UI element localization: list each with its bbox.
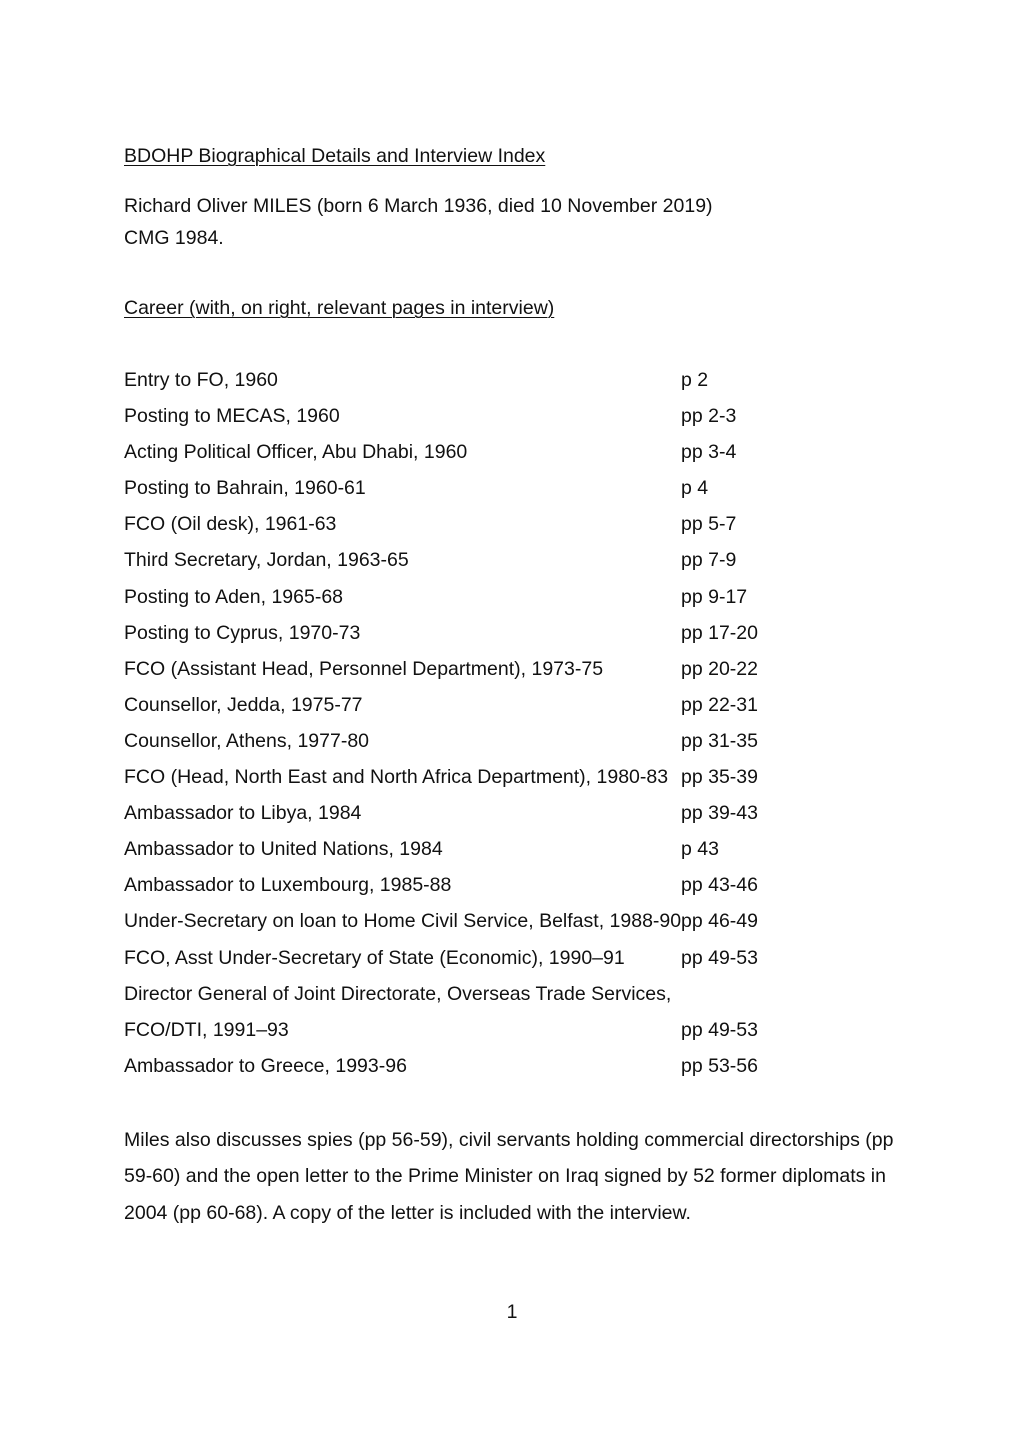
career-pages: pp 20-22 <box>681 657 758 680</box>
career-pages: pp 31-35 <box>681 729 758 752</box>
career-row <box>124 615 824 651</box>
career-pages: pp 43-46 <box>681 874 758 897</box>
career-row <box>124 1048 824 1084</box>
career-row <box>124 542 824 578</box>
career-pages: pp 5-7 <box>681 513 737 536</box>
career-post: Acting Political Officer, Abu Dhabi, 1960 <box>124 441 468 464</box>
career-row <box>124 831 824 867</box>
career-row <box>124 867 824 903</box>
career-pages: pp 2-3 <box>681 405 737 428</box>
career-row <box>124 579 824 615</box>
career-post: Third Secretary, Jordan, 1963-65 <box>124 549 409 572</box>
career-post: Counsellor, Athens, 1977-80 <box>124 729 370 752</box>
career-row <box>124 398 824 434</box>
career-post: Ambassador to Libya, 1984 <box>124 802 362 825</box>
career-post: Posting to MECAS, 1960 <box>124 405 340 428</box>
career-pages: pp 49-53 <box>681 1018 758 1041</box>
career-post: FCO/DTI, 1991–93 <box>124 1018 289 1041</box>
career-pages: p 2 <box>681 369 709 391</box>
career-row <box>124 362 824 398</box>
career-row <box>124 976 824 1012</box>
career-row <box>124 723 824 759</box>
career-pages: p 43 <box>681 838 719 861</box>
career-post: FCO, Asst Under-Secretary of State (Economic), 1990–91 <box>124 946 625 969</box>
career-pages: pp 35-39 <box>681 766 758 789</box>
career-row <box>124 795 824 831</box>
career-pages: pp 39-43 <box>681 802 758 825</box>
career-post: Ambassador to Luxembourg, 1985-88 <box>124 874 452 897</box>
career-pages: pp 46-49 <box>681 910 758 933</box>
document-heading: BDOHP Biographical Details and Interview Index <box>124 145 546 167</box>
career-post: Counsellor, Jedda, 1975-77 <box>124 693 363 716</box>
career-row <box>124 940 824 976</box>
career-post: Director General of Joint Directorate, Overseas Trade Services, <box>124 982 672 1005</box>
career-row <box>124 687 824 723</box>
career-pages: pp 17-20 <box>681 621 758 644</box>
career-pages: p 4 <box>681 477 709 500</box>
career-row <box>124 759 824 795</box>
career-post: Posting to Cyprus, 1970-73 <box>124 621 361 644</box>
career-heading: Career (with, on right, relevant pages in interview) <box>124 297 555 319</box>
career-post: Posting to Aden, 1965-68 <box>124 585 344 608</box>
career-pages: pp 53-56 <box>681 1054 758 1077</box>
page-number: 1 <box>506 1301 518 1323</box>
summary-paragraph: Miles also discusses spies (pp 56-59), civil servants holding commercial directorships (pp 59-60) and the open letter to the Prime Minister on Iraq signed by 52 former diplomats in 2004 (pp 60-68). A copy of the letter is included with the interview. <box>124 1129 894 1224</box>
subject-name-line: Richard Oliver MILES (born 6 March 1936, died 10 November 2019) <box>124 195 713 217</box>
career-post: FCO (Assistant Head, Personnel Department), 1973-75 <box>124 657 604 680</box>
career-row <box>124 506 824 542</box>
career-post: Ambassador to United Nations, 1984 <box>124 838 443 861</box>
career-post: Under-Secretary on loan to Home Civil Service, Belfast, 1988-90 <box>124 910 682 933</box>
career-pages: pp 49-53 <box>681 946 758 969</box>
career-post: Posting to Bahrain, 1960-61 <box>124 477 366 500</box>
career-row <box>124 651 824 687</box>
career-row <box>124 470 824 506</box>
career-row <box>124 903 824 939</box>
honours-line: CMG 1984. <box>124 227 224 249</box>
career-row <box>124 434 824 470</box>
career-table <box>124 362 824 1084</box>
career-pages: pp 9-17 <box>681 585 748 608</box>
career-post: FCO (Oil desk), 1961-63 <box>124 513 337 536</box>
career-post: FCO (Head, North East and North Africa Department), 1980-83 <box>124 766 669 789</box>
career-pages: pp 22-31 <box>681 693 758 716</box>
career-row <box>124 1012 824 1048</box>
career-post: Ambassador to Greece, 1993-96 <box>124 1054 407 1077</box>
career-post: Entry to FO, 1960 <box>124 369 278 391</box>
career-pages: pp 3-4 <box>681 441 737 464</box>
career-pages: pp 7-9 <box>681 549 737 572</box>
